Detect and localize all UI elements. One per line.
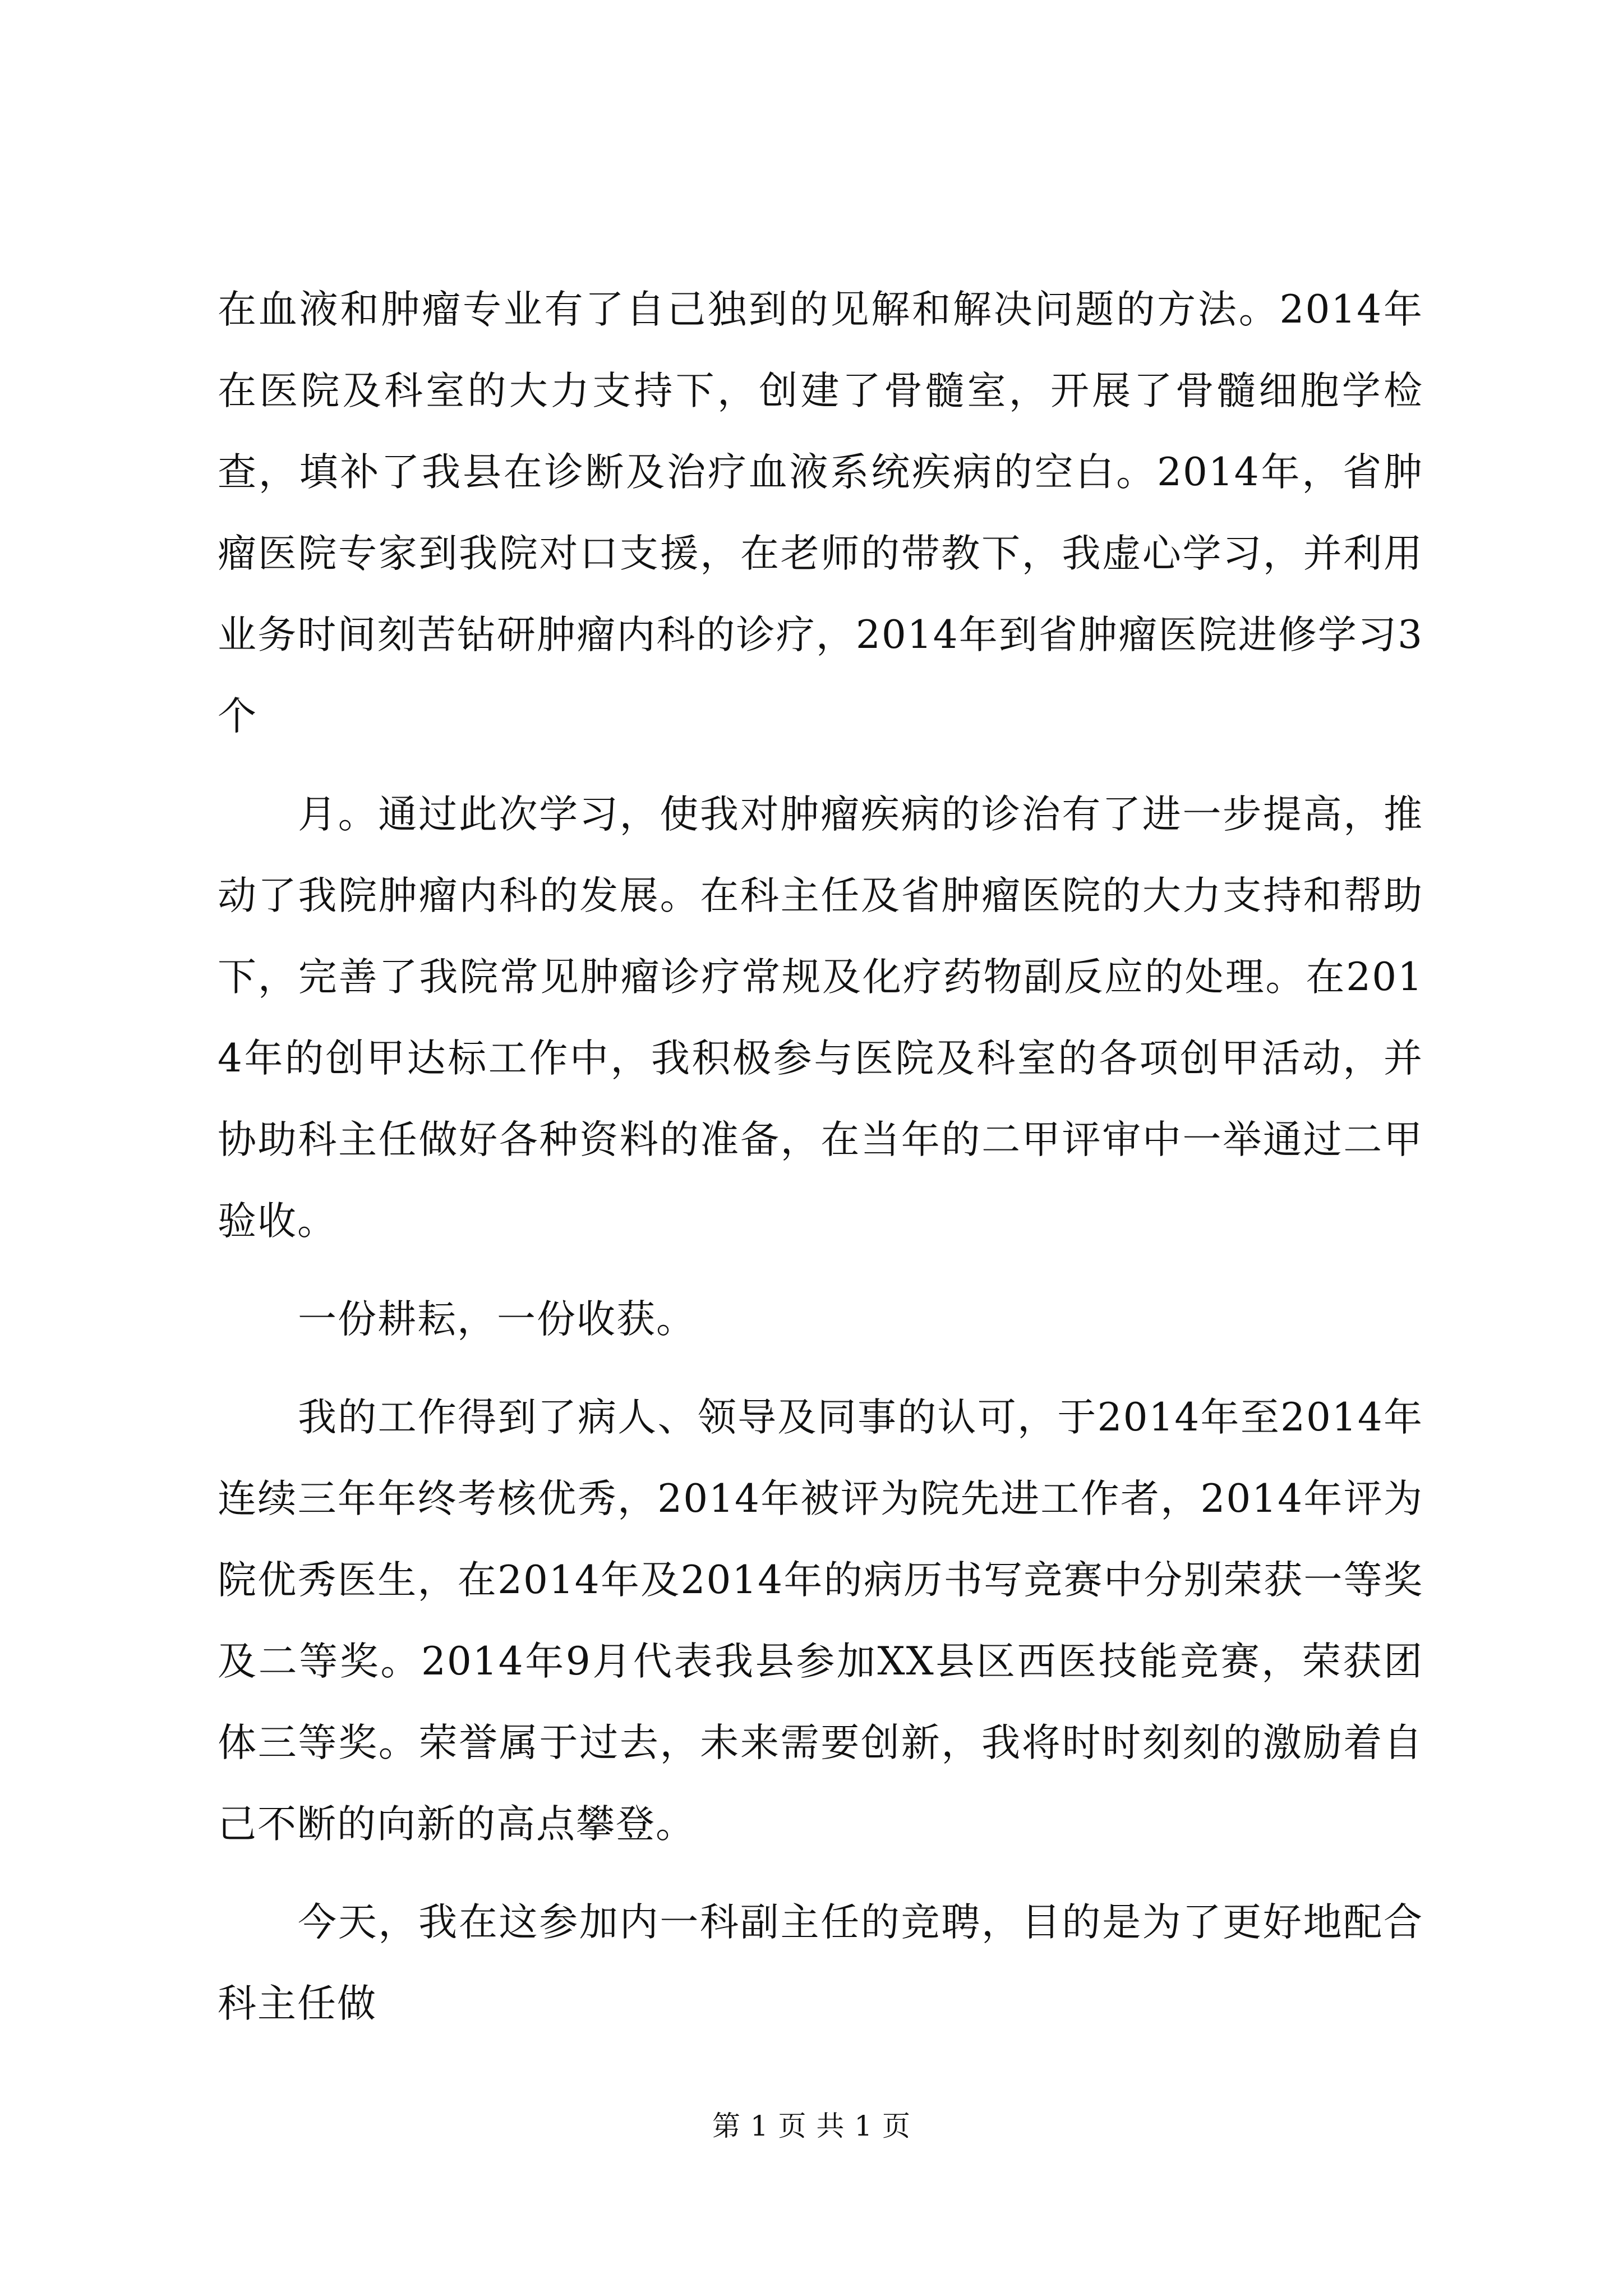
page-footer: 第 1 页 共 1 页 [712, 2110, 911, 2142]
paragraph-1: 在血液和肿瘤专业有了自己独到的见解和解决问题的方法。2014年在医院及科室的大力支持下，创建了骨髓室，开展了骨髓细胞学检查，填补了我县在诊断及治疗血液系统疾病的空白。2014年，省肿瘤医院专家到我院对口支援，在老师的带教下，我虚心学习，并利用业务时间刻苦钻研肿瘤内科的诊疗，2014年到省肿瘤医院进修学习3个 [218, 287, 1423, 739]
paragraph-2: 月。通过此次学习，使我对肿瘤疾病的诊治有了进一步提高，推动了我院肿瘤内科的发展。在科主任及省肿瘤医院的大力支持和帮助下，完善了我院常见肿瘤诊疗常规及化疗药物副反应的处理。在2014年的创甲达标工作中，我积极参与医院及科室的各项创甲活动，并协助科主任做好各种资料的准备，在当年的二甲评审中一举通过二甲验收。 [218, 792, 1423, 1244]
paragraph-5: 今天，我在这参加内一科副主任的竞聘，目的是为了更好地配合科主任做 [218, 1900, 1423, 2026]
document-body [218, 269, 1423, 2045]
paragraph-4: 我的工作得到了病人、领导及同事的认可，于2014年至2014年连续三年年终考核优秀，2014年被评为院先进工作者，2014年评为院优秀医生，在2014年及2014年的病历书写竞赛中分别荣获一等奖及二等奖。2014年9月代表我县参加XX县区西医技能竞赛，荣获团体三等奖。荣誉属于过去，未来需要创新，我将时时刻刻的激励着自己不断的向新的高点攀登。 [218, 1395, 1423, 1847]
paragraph-3: 一份耕耘，一份收获。 [298, 1297, 696, 1342]
